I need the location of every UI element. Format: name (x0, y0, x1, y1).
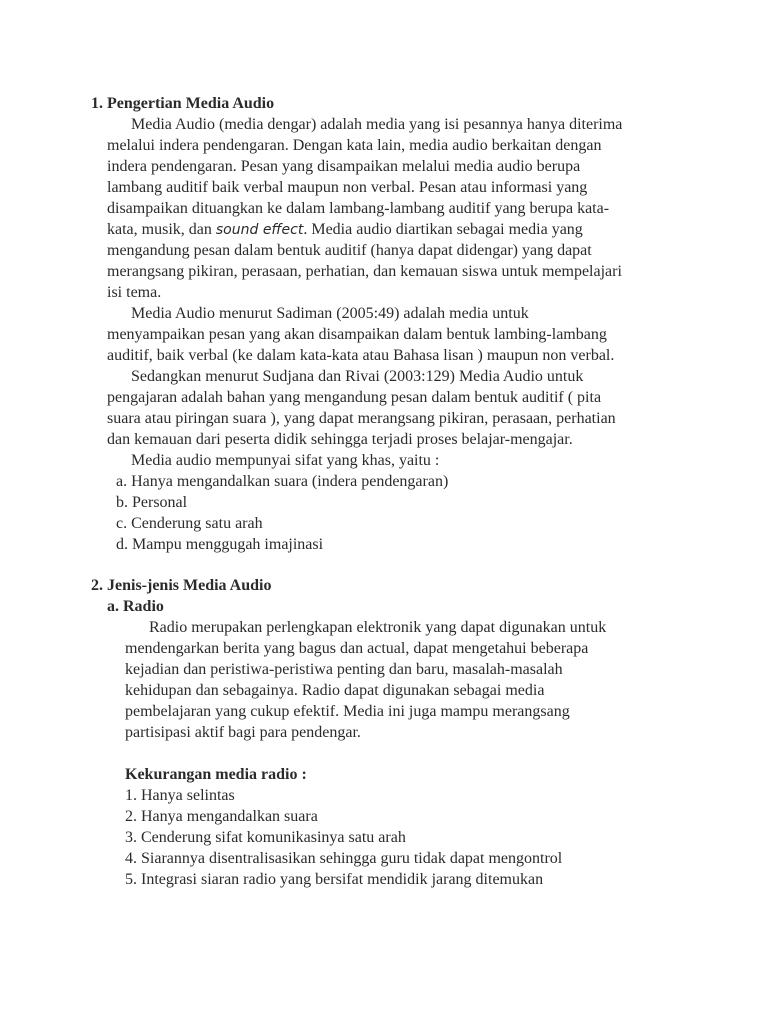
paragraph-line: Media Audio menurut Sadiman (2005:49) adalah media untuk (131, 305, 529, 322)
paragraph-line: merangsang pikiran, perasaan, perhatian, dan kemauan siswa untuk mempelajari (107, 263, 622, 280)
section-2-heading: 2. Jenis-jenis Media Audio (91, 577, 272, 594)
paragraph-line: melalui indera pendengaran. Dengan kata lain, media audio berkaitan dengan (107, 137, 602, 154)
subheading-radio: a. Radio (107, 598, 164, 615)
paragraph-line: dan kemauan dari peserta didik sehingga terjadi proses belajar-mengajar. (107, 431, 573, 448)
paragraph-line: Sedangkan menurut Sudjana dan Rivai (2003:129) Media Audio untuk (131, 368, 584, 385)
paragraph-line: Media audio mempunyai sifat yang khas, yaitu : (131, 452, 440, 469)
list-item: 5. Integrasi siaran radio yang bersifat mendidik jarang ditemukan (125, 871, 544, 888)
paragraph-line: mengandung pesan dalam bentuk auditif (hanya dapat didengar) yang dapat (107, 242, 592, 259)
paragraph-line: disampaikan dituangkan ke dalam lambang-lambang auditif yang berupa kata- (107, 200, 610, 217)
paragraph-line: pengajaran adalah bahan yang mengandung pesan dalam bentuk auditif ( pita (107, 389, 602, 406)
list-item: 4. Siarannya disentralisasikan sehingga guru tidak dapat mengontrol (125, 850, 563, 867)
text-segment: . Media audio diartikan sebagai media yang (303, 221, 583, 238)
list-item: 3. Cenderung sifat komunikasinya satu arah (125, 829, 406, 846)
paragraph-line: Radio merupakan perlengkapan elektronik yang dapat digunakan untuk (149, 619, 607, 636)
paragraph-line (107, 219, 583, 241)
paragraph-line: isi tema. (107, 284, 162, 301)
list-item: b. Personal (116, 494, 188, 511)
list-item: a. Hanya mengandalkan suara (indera pendengaran) (116, 473, 449, 490)
paragraph-line: Media Audio (media dengar) adalah media yang isi pesannya hanya diterima (131, 116, 623, 133)
text-segment: kata, musik, dan (107, 221, 216, 238)
section-1-heading: 1. Pengertian Media Audio (91, 95, 275, 112)
italic-term: sound effect (215, 222, 304, 238)
list-item: d. Mampu menggugah imajinasi (116, 536, 324, 553)
paragraph-line: partisipasi aktif bagi para pendengar. (125, 724, 361, 741)
paragraph-line: menyampaikan pesan yang akan disampaikan dalam bentuk lambing-lambang (107, 326, 607, 343)
list-item: c. Cenderung satu arah (116, 515, 263, 532)
weakness-heading: Kekurangan media radio : (125, 766, 307, 783)
paragraph-line: lambang auditif baik verbal maupun non verbal. Pesan atau informasi yang (107, 179, 588, 196)
paragraph-line: kejadian dan peristiwa-peristiwa penting dan baru, masalah-masalah (125, 661, 563, 678)
list-item: 1. Hanya selintas (125, 787, 235, 804)
paragraph-line: pembelajaran yang cukup efektif. Media ini juga mampu merangsang (125, 703, 570, 720)
paragraph-line: kehidupan dan sebagainya. Radio dapat digunakan sebagai media (125, 682, 545, 699)
paragraph-line: auditif, baik verbal (ke dalam kata-kata atau Bahasa lisan ) maupun non verbal. (107, 347, 615, 364)
paragraph-line: suara atau piringan suara ), yang dapat merangsang pikiran, perasaan, perhatian (107, 410, 616, 427)
paragraph-line: mendengarkan berita yang bagus dan actual, dapat mengetahui beberapa (125, 640, 589, 657)
list-item: 2. Hanya mengandalkan suara (125, 808, 318, 825)
paragraph-line: indera pendengaran. Pesan yang disampaikan melalui media audio berupa (107, 158, 581, 175)
